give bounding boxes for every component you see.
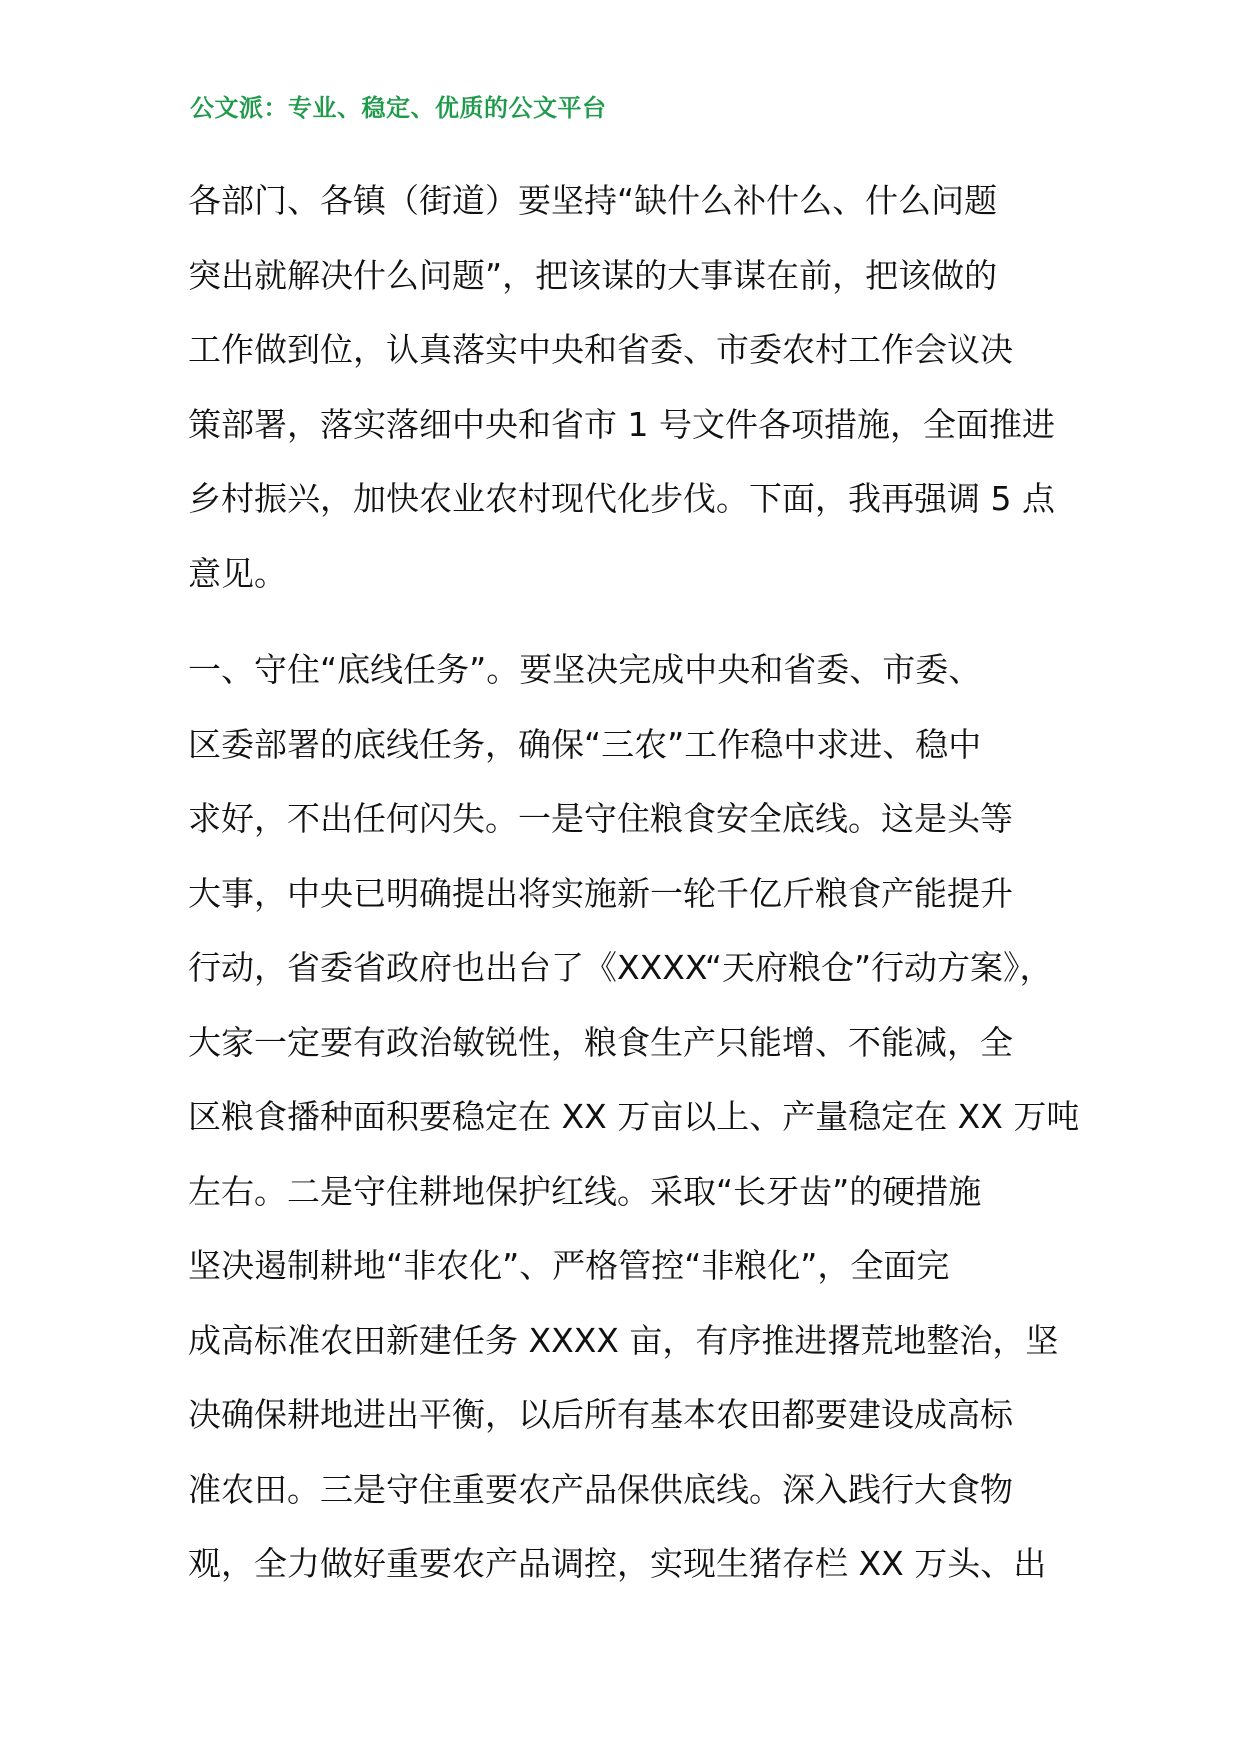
document-body bbox=[188, 164, 1088, 1602]
text-line: 区委部署的底线任务，确保“三农”工作稳中求进、稳中 bbox=[188, 724, 982, 764]
text-line: 行动，省委省政府也出台了《XXXX“天府粮仓”行动方案》， bbox=[188, 948, 1053, 987]
text-line: 大家一定要有政治敏锐性，粮食生产只能增、不能减，全 bbox=[188, 1022, 1013, 1062]
text-line: 突出就解决什么问题”，把该谋的大事谋在前，把该做的 bbox=[188, 255, 998, 295]
text-line: 工作做到位，认真落实中央和省委、市委农村工作会议决 bbox=[188, 330, 1013, 369]
text-line: 左右。二是守住耕地保护红线。采取“长牙齿”的硬措施 bbox=[188, 1171, 982, 1211]
text-line: 区粮食播种面积要稳定在 XX 万亩以上、产量稳定在 XX 万吨 bbox=[188, 1097, 1080, 1136]
text-line: 准农田。三是守住重要农产品保供底线。深入践行大食物 bbox=[188, 1469, 1013, 1509]
text-line: 观，全力做好重要农产品调控，实现生猪存栏 XX 万头、出 bbox=[188, 1544, 1047, 1583]
header-title: 公文派：专业、稳定、优质的公文平台 bbox=[190, 94, 607, 122]
text-line: 策部署，落实落细中央和省市 1 号文件各项措施，全面推进 bbox=[188, 404, 1055, 444]
paragraph-gap bbox=[188, 611, 1088, 633]
text-line: 一、守住“底线任务”。要坚决完成中央和省委、市委、 bbox=[188, 650, 982, 689]
text-line: 乡村振兴，加快农业农村现代化步伐。下面，我再强调 5 点 bbox=[188, 479, 1055, 518]
text-line: 决确保耕地进出平衡，以后所有基本农田都要建设成高标 bbox=[188, 1395, 1013, 1434]
paragraph-1 bbox=[188, 164, 1088, 611]
text-line: 各部门、各镇（街道）要坚持“缺什么补什么、什么问题 bbox=[188, 181, 998, 220]
text-line: 求好，不出任何闪失。一是守住粮食安全底线。这是头等 bbox=[188, 799, 1013, 838]
text-line: 意见。 bbox=[188, 553, 287, 593]
text-line: 大事，中央已明确提出将实施新一轮千亿斤粮食产能提升 bbox=[188, 873, 1013, 913]
paragraph-2 bbox=[188, 633, 1088, 1602]
text-line: 坚决遏制耕地“非农化”、严格管控“非粮化”，全面完 bbox=[188, 1246, 950, 1285]
text-line: 成高标准农田新建任务 XXXX 亩，有序推进撂荒地整治，坚 bbox=[188, 1320, 1059, 1360]
